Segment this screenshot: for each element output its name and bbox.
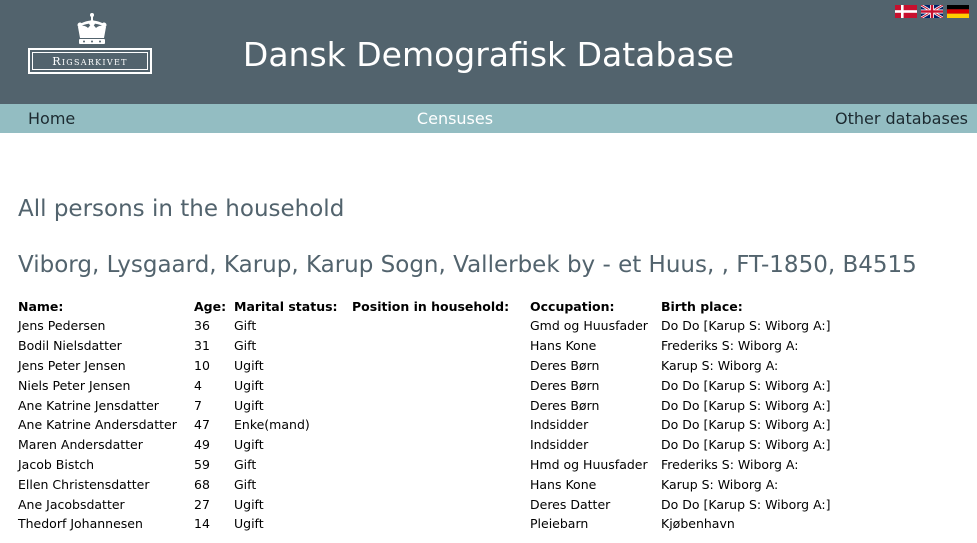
language-flags [895,5,969,18]
cell-marital-status: Ugift [234,516,264,532]
cell-position [352,494,530,514]
cell-name: Jens Pedersen [18,318,106,334]
uk-flag-icon[interactable] [921,5,943,18]
cell-position [352,514,530,534]
cell-position [352,474,530,494]
logo-text: Rigsarkivet [32,52,148,70]
cell-name: Ane Jacobsdatter [18,496,125,512]
cell-age: 68 [194,476,210,492]
header-occupation: Occupation: [530,298,615,314]
cell-birth-place: Frederiks S: Wiborg A: [661,456,799,472]
cell-marital-status: Ugift [234,496,264,512]
table-row [18,316,861,336]
table-row [18,356,861,376]
cell-birth-place: Karup S: Wiborg A: [661,357,779,373]
site-title: Dansk Demografisk Database [242,35,735,74]
cell-marital-status: Gift [234,456,257,472]
cell-position [352,336,530,356]
cell-birth-place: Do Do [Karup S: Wiborg A:] [661,496,831,512]
cell-position [352,316,530,336]
cell-name: Ane Katrine Andersdatter [18,417,177,433]
cell-age: 31 [194,338,210,354]
cell-position [352,375,530,395]
cell-age: 27 [194,496,210,512]
cell-occupation: Deres Børn [530,377,600,393]
cell-age: 4 [194,377,202,393]
table-row [18,474,861,494]
cell-occupation: Pleiebarn [530,516,589,532]
cell-position [352,356,530,376]
cell-name: Jacob Bistch [18,456,95,472]
header-birth-place: Birth place: [661,298,743,314]
cell-name: Niels Peter Jensen [18,377,131,393]
cell-age: 7 [194,397,202,413]
cell-birth-place: Do Do [Karup S: Wiborg A:] [661,377,831,393]
cell-marital-status: Gift [234,318,257,334]
table-row [18,494,861,514]
danish-flag-icon[interactable] [895,5,917,18]
table-row [18,415,861,435]
cell-position [352,455,530,475]
cell-name: Maren Andersdatter [18,437,143,453]
nav-other-databases[interactable]: Other databases [834,109,968,128]
cell-occupation: Deres Børn [530,357,600,373]
cell-position [352,395,530,415]
page-heading: All persons in the household [18,196,345,222]
cell-marital-status: Ugift [234,437,264,453]
cell-occupation: Hans Kone [530,476,597,492]
cell-birth-place: Frederiks S: Wiborg A: [661,338,799,354]
cell-age: 14 [194,516,210,532]
household-title: Viborg, Lysgaard, Karup, Karup Sogn, Vallerbek by - et Huus, , FT-1850, B4515 [18,252,917,278]
cell-marital-status: Enke(mand) [234,417,310,433]
cell-occupation: Hans Kone [530,338,597,354]
household-persons-table [18,296,861,534]
nav-censuses[interactable]: Censuses [416,109,494,128]
nav-home[interactable]: Home [28,109,76,128]
cell-marital-status: Ugift [234,377,264,393]
german-flag-icon[interactable] [947,5,969,18]
cell-birth-place: Do Do [Karup S: Wiborg A:] [661,437,831,453]
cell-position [352,435,530,455]
site-header [0,0,977,104]
cell-birth-place: Do Do [Karup S: Wiborg A:] [661,397,831,413]
cell-marital-status: Ugift [234,357,264,373]
table-row [18,395,861,415]
cell-birth-place: Do Do [Karup S: Wiborg A:] [661,417,831,433]
table-row [18,336,861,356]
cell-birth-place: Karup S: Wiborg A: [661,476,779,492]
cell-occupation: Hmd og Huusfader [530,456,648,472]
cell-age: 36 [194,318,210,334]
cell-marital-status: Ugift [234,397,264,413]
cell-occupation: Deres Børn [530,397,600,413]
cell-age: 49 [194,437,210,453]
cell-age: 59 [194,456,210,472]
cell-name: Ane Katrine Jensdatter [18,397,159,413]
cell-birth-place: Do Do [Karup S: Wiborg A:] [661,318,831,334]
header-name: Name: [18,298,64,314]
cell-name: Thedorf Johannesen [18,516,143,532]
cell-age: 10 [194,357,210,373]
cell-marital-status: Gift [234,338,257,354]
cell-position [352,415,530,435]
header-marital-status: Marital status: [234,298,338,314]
cell-age: 47 [194,417,210,433]
cell-name: Bodil Nielsdatter [18,338,122,354]
table-header-row [18,296,861,316]
cell-name: Ellen Christensdatter [18,476,150,492]
cell-occupation: Indsidder [530,437,589,453]
cell-occupation: Indsidder [530,417,589,433]
header-age: Age: [194,298,227,314]
table-row [18,375,861,395]
cell-marital-status: Gift [234,476,257,492]
header-position: Position in household: [352,298,510,314]
cell-occupation: Deres Datter [530,496,611,512]
cell-occupation: Gmd og Huusfader [530,318,648,334]
cell-birth-place: Kjøbenhavn [661,516,735,532]
main-nav [0,104,977,133]
table-row [18,455,861,475]
table-row [18,514,861,534]
table-row [18,435,861,455]
cell-name: Jens Peter Jensen [18,357,126,373]
